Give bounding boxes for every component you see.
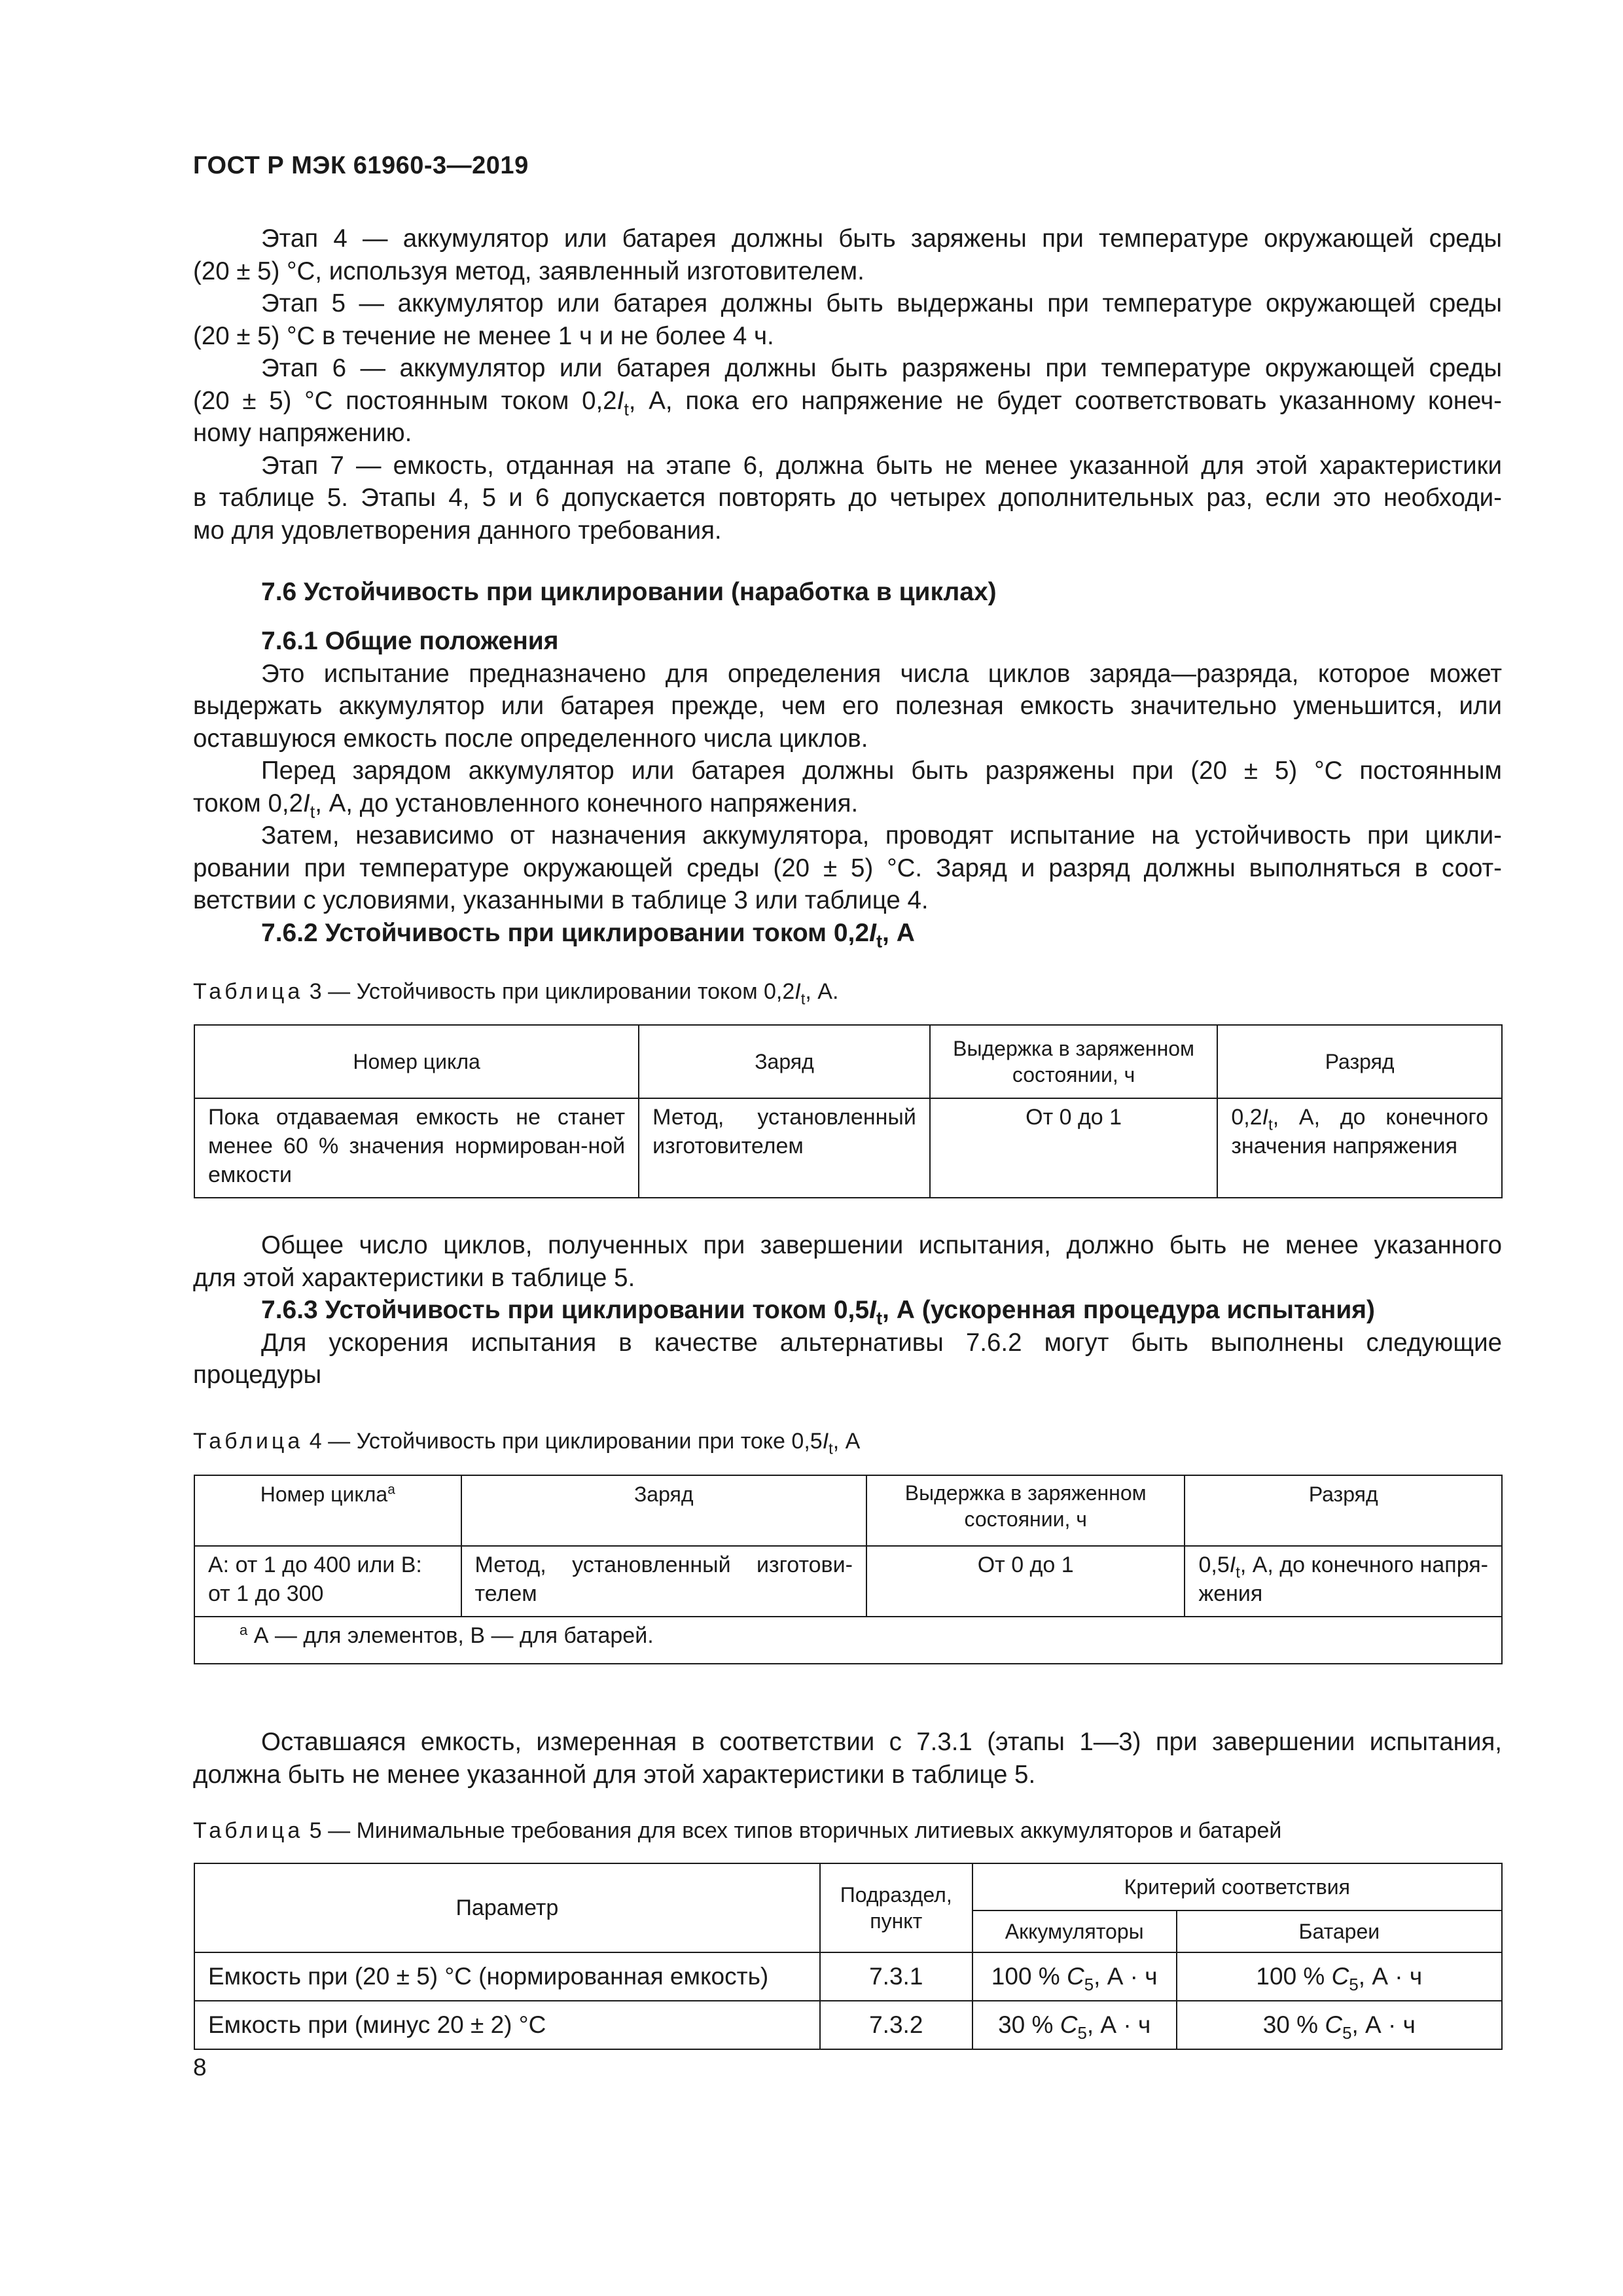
- t5-header-param: Параметр: [194, 1863, 820, 1952]
- s763-title-a: 7.6.3 Устойчивость при циклировании током 0,5: [261, 1296, 870, 1324]
- s761-p3-line3: ветствии с условиями, указанными в таблице 3 или таблице 4.: [193, 886, 929, 914]
- t3-header-hold: Выдержка в заряженном состоянии, ч: [930, 1025, 1218, 1098]
- current-subscript: t: [876, 931, 883, 952]
- section-7-6-heading-wrap: [193, 576, 1502, 609]
- t4-dis-a: 0,5: [1198, 1552, 1230, 1577]
- t5-row2-cells: [972, 2001, 1177, 2049]
- current-symbol: I: [822, 1429, 829, 1454]
- stage7-line1: Этап 7 — емкость, отданная на этапе 6, должна быть не менее указанной для этой характеристики: [261, 451, 1502, 480]
- s762-title-a: 7.6.2 Устойчивость при циклировании током 0,2: [261, 918, 870, 947]
- current-symbol: I: [1229, 1552, 1236, 1577]
- current-subscript: t: [310, 801, 315, 821]
- current-symbol: I: [869, 1296, 876, 1324]
- t5-row1-batteries: [1177, 1952, 1502, 2001]
- table3-caption-word: Таблица: [193, 979, 304, 1004]
- s761-p3-line1: Затем, независимо от назначения аккумулятора, проводят испытание на устойчивость при цикли-: [261, 821, 1502, 850]
- table3-caption-b: , А.: [805, 979, 839, 1004]
- after3-line2: для этой характеристики в таблице 5.: [193, 1263, 635, 1292]
- current-subscript: t: [1268, 1116, 1273, 1134]
- t4-dis-b: , А, до конечного напря-жения: [1198, 1552, 1488, 1606]
- stage4-line1: Этап 4 — аккумулятор или батарея должны быть заряжены при температуре окружающей среды: [261, 224, 1502, 253]
- s761-p1-line2: выдержать аккумулятор или батарея прежде, чем его полезная емкость значительно уменьшится, или: [193, 692, 1502, 720]
- t5-r2-bat-post: , А · ч: [1351, 2011, 1416, 2038]
- section-7-6-2-heading: [193, 917, 1502, 950]
- table5-caption: [193, 1818, 1281, 1844]
- stage7-line3: мо для удовлетворения данного требования.: [193, 516, 722, 545]
- t3-header-cycle: Номер цикла: [194, 1025, 639, 1098]
- s763-line1: Для ускорения испытания в качестве альтернативы 7.6.2 могут быть выполнены следующие: [261, 1328, 1502, 1357]
- t5-header-clause: Подраздел, пункт: [820, 1863, 972, 1952]
- current-symbol: I: [794, 979, 801, 1004]
- t5-header-criteria: Критерий соответствия: [972, 1863, 1502, 1910]
- table5-caption-word: Таблица: [193, 1818, 304, 1843]
- stage5-line2: (20 ± 5) °С в течение не менее 1 ч и не более 4 ч.: [193, 321, 774, 350]
- t5-row2-param: Емкость при (минус 20 ± 2) °С: [194, 2001, 820, 2049]
- footnote-marker: a: [387, 1482, 395, 1498]
- t5-row2-clause: 7.3.2: [820, 2001, 972, 2049]
- t3-cell-charge: Метод, установленный изготовителем: [639, 1098, 930, 1198]
- stages-block: [193, 223, 1502, 547]
- t5-r1-bat-post: , А · ч: [1358, 1963, 1423, 1990]
- t5-r2-cells-pre: 30 %: [998, 2011, 1060, 2038]
- table-5: [194, 1863, 1503, 2050]
- standard-header: ГОСТ Р МЭК 61960-3—2019: [193, 152, 529, 179]
- capacity-symbol: C: [1060, 2011, 1078, 2038]
- table4-caption: [193, 1429, 861, 1458]
- s761-p2-line2-a: током 0,2: [193, 789, 303, 817]
- s761-p2-line2-b: , А, до установленного конечного напряжения.: [315, 789, 859, 817]
- t5-row1-param: Емкость при (20 ± 5) °С (нормированная емкость): [194, 1952, 820, 2001]
- capacity-subscript: 5: [1077, 2024, 1087, 2043]
- table5-caption-rest: 5 — Минимальные требования для всех типов вторичных литиевых аккумуляторов и батарей: [309, 1818, 1282, 1843]
- after-table3: [193, 1229, 1502, 1391]
- stage6-line2-b: , А, пока его напряжение не будет соответствовать указанному конеч-: [628, 386, 1503, 415]
- section-7-6-1: [193, 625, 1502, 952]
- section-7-6-3-heading: [193, 1294, 1502, 1327]
- stage6-line3: ному напряжению.: [193, 419, 412, 447]
- stage5-line1: Этап 5 — аккумулятор или батарея должны быть выдержаны при температуре окружающей среды: [261, 289, 1502, 317]
- stage6-line2: [193, 385, 1502, 418]
- stage6-line2-a: (20 ± 5) °С постоянным током 0,2: [193, 386, 617, 415]
- table-4: [194, 1475, 1503, 1664]
- t4-footnote: [194, 1617, 1502, 1664]
- t5-header-batteries: Батареи: [1177, 1910, 1502, 1952]
- t3-cell-discharge: [1217, 1098, 1502, 1198]
- s763-title-b: , А (ускоренная процедура испытания): [882, 1296, 1376, 1324]
- after4-line2: должна быть не менее указанной для этой характеристики в таблице 5.: [193, 1760, 1036, 1789]
- section-7-6-heading: 7.6 Устойчивость при циклировании (наработка в циклах): [261, 578, 997, 606]
- table4-caption-b: , А: [832, 1429, 861, 1454]
- t3-dis-b: , А, до конечного значения напряжения: [1231, 1105, 1488, 1158]
- s761-p2-line2: [193, 787, 1502, 820]
- capacity-symbol: C: [1325, 2011, 1343, 2038]
- current-symbol: I: [616, 386, 624, 415]
- current-subscript: t: [800, 990, 806, 1009]
- table3-caption-a: 3 — Устойчивость при циклировании током 0,2: [309, 979, 795, 1004]
- section-7-6-1-heading: 7.6.1 Общие положения: [261, 627, 559, 655]
- t3-dis-a: 0,2: [1231, 1105, 1262, 1130]
- page-number: 8: [193, 2054, 207, 2081]
- table3-caption: [193, 979, 839, 1009]
- t4-cell-hold: От 0 до 1: [866, 1546, 1185, 1617]
- t3-cell-hold: От 0 до 1: [930, 1098, 1218, 1198]
- current-symbol: I: [1262, 1105, 1269, 1130]
- t4-cell-discharge: [1185, 1546, 1502, 1617]
- s761-p1-line3: оставшуюся емкость после определенного числа циклов.: [193, 724, 868, 753]
- t5-row2-batteries: [1177, 2001, 1502, 2049]
- table-3: [194, 1024, 1503, 1198]
- s761-p2-line1: Перед зарядом аккумулятор или батарея должны быть разряжены при (20 ± 5) °С постоянным: [261, 757, 1502, 785]
- t4-header-cycle: [194, 1475, 461, 1546]
- footnote-marker: a: [240, 1621, 248, 1638]
- table4-caption-a: 4 — Устойчивость при циклировании при токе 0,5: [309, 1429, 823, 1454]
- current-symbol: I: [303, 789, 310, 817]
- t5-header-cells: Аккумуляторы: [972, 1910, 1177, 1952]
- t4-cell-charge: Метод, установленный изготови-телем: [461, 1546, 866, 1617]
- current-subscript: t: [876, 1308, 883, 1329]
- capacity-subscript: 5: [1084, 1976, 1094, 1995]
- t5-r1-cells-post: , А · ч: [1094, 1963, 1158, 1990]
- s763-line2: процедуры: [193, 1361, 322, 1389]
- t5-r2-cells-post: , А · ч: [1086, 2011, 1151, 2038]
- s762-title-b: , А: [882, 918, 915, 947]
- capacity-subscript: 5: [1342, 2024, 1352, 2043]
- t4-cell-cycle: А: от 1 до 400 или В: от 1 до 300: [194, 1546, 461, 1617]
- s761-p1-line1: Это испытание предназначено для определения числа циклов заряда—разряда, которое может: [261, 659, 1502, 688]
- stage6-line1: Этап 6 — аккумулятор или батарея должны быть разряжены при температуре окружающей среды: [261, 354, 1502, 382]
- t3-cell-cycle: Пока отдаваемая емкость не станет менее 60 % значения нормирован-ной емкости: [194, 1098, 639, 1198]
- s761-p3-line2: ровании при температуре окружающей среды (20 ± 5) °С. Заряд и разряд должны выполняться в соот-: [193, 853, 1502, 882]
- capacity-symbol: C: [1067, 1963, 1084, 1990]
- t5-r1-cells-pre: 100 %: [991, 1963, 1067, 1990]
- stage7-line2: в таблице 5. Этапы 4, 5 и 6 допускается повторять до четырех дополнительных раз, если это необходи-: [193, 484, 1502, 512]
- t5-row1-cells: [972, 1952, 1177, 2001]
- t5-row1-clause: 7.3.1: [820, 1952, 972, 2001]
- t4-footnote-text: А — для элементов, В — для батарей.: [253, 1623, 654, 1648]
- t3-header-charge: Заряд: [639, 1025, 930, 1098]
- t3-header-discharge: Разряд: [1217, 1025, 1502, 1098]
- t4-header-charge: Заряд: [461, 1475, 866, 1546]
- t4-header-hold: Выдержка в заряженном состоянии, ч: [866, 1475, 1185, 1546]
- after3-line1: Общее число циклов, полученных при завершении испытания, должно быть не менее указанного: [261, 1231, 1502, 1259]
- after4-line1: Оставшаяся емкость, измеренная в соответствии с 7.3.1 (этапы 1—3) при завершении испытания,: [261, 1728, 1502, 1756]
- current-subscript: t: [829, 1440, 833, 1458]
- capacity-symbol: C: [1331, 1963, 1349, 1990]
- current-symbol: I: [869, 918, 876, 947]
- stage4-line2: (20 ± 5) °С, используя метод, заявленный изготовителем.: [193, 257, 865, 285]
- t5-r2-bat-pre: 30 %: [1262, 2011, 1325, 2038]
- t4-header-cycle-text: Номер цикла: [260, 1482, 388, 1506]
- after-table4: [193, 1726, 1502, 1791]
- current-subscript: t: [1236, 1564, 1240, 1582]
- capacity-subscript: 5: [1349, 1976, 1359, 1995]
- t4-header-discharge: Разряд: [1185, 1475, 1502, 1546]
- current-subscript: t: [624, 399, 629, 419]
- table4-caption-word: Таблица: [193, 1429, 304, 1454]
- t5-r1-bat-pre: 100 %: [1256, 1963, 1332, 1990]
